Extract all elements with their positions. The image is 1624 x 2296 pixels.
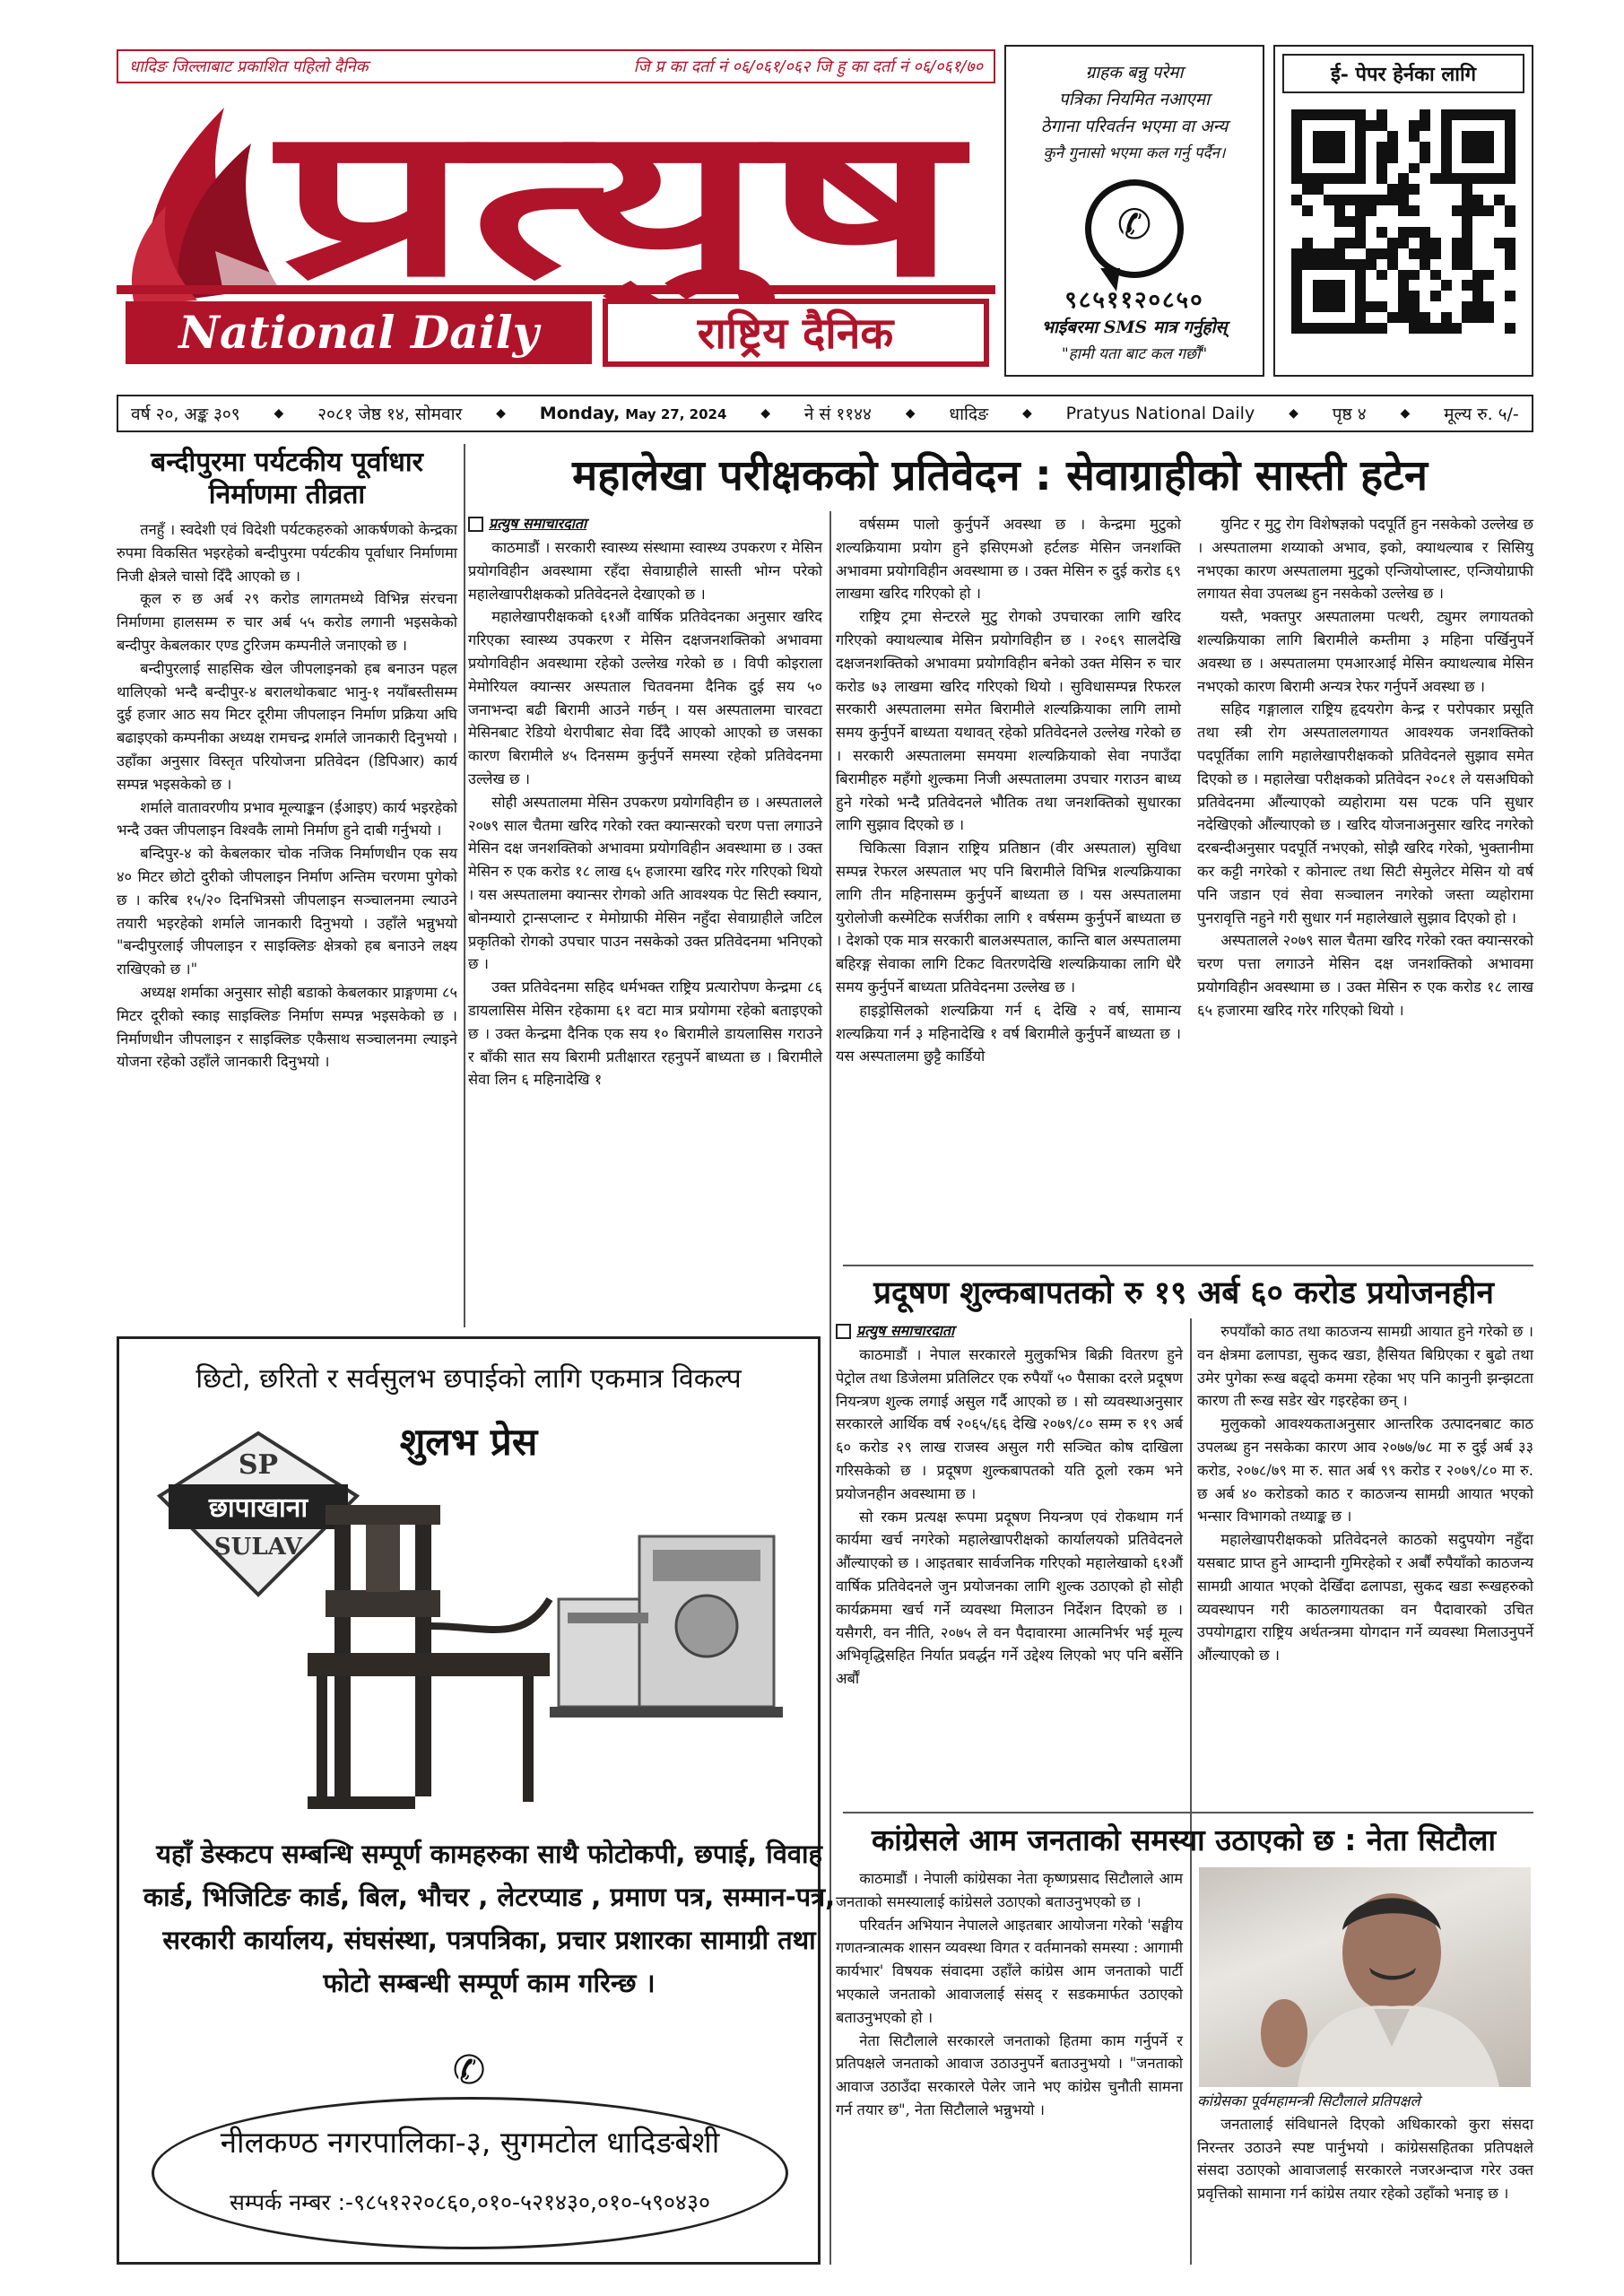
paragraph: नेता सिटौलाले सरकारले जनताको हितमा काम गर्नुपर्ने र प्रतिपक्षले जनताको आवाज उठाउनुपर्ने बताउनुभयो । "जनताको आवाज उठाउँदा सरकारले पेलेर जाने भए कांग्रेस चुनौती सामना गर्न तयार छ", नेता सिटौलाले भन्नुभयो । xyxy=(836,2031,1183,2118)
subscriber-box xyxy=(1004,45,1264,377)
topstrip-left: धादिङ जिल्लाबाट प्रकाशित पहिलो दैनिक xyxy=(129,57,369,76)
subscriber-line: ग्राहक बन्नु परेमा xyxy=(1085,63,1184,83)
epaper-box xyxy=(1273,45,1533,377)
logo-subtitle-text: राष्ट्रिय दैनिक xyxy=(697,309,894,359)
qr-code-icon[interactable] xyxy=(1291,109,1515,334)
paragraph: वर्षसम्म पालो कुर्नुपर्ने अवस्था छ । केन्द्रमा मुटुको शल्यक्रियामा प्रयोग हुने इसिएमओ हर्टलङ मेसिन जनशक्ति अभावमा प्रयोगविहीन अवस्थामा छ । उक्त मेसिन रु दुई करोड ६९ लाखमा खरिद गरिएको हो । xyxy=(836,516,1181,603)
logo-nepali-text: प्रत्युष xyxy=(278,90,694,323)
page-count: पृष्ठ ४ xyxy=(1332,404,1367,424)
issue-place: धादिङ xyxy=(949,404,989,424)
issue-info-bar: वर्ष २०, अङ्क ३०९ ◆ २०८१ जेष्ठ १४, सोमवार ◆ Monday, May 27, 2024 ◆ ने सं ११४४ ◆ धादिङ ◆ Pratyus National Daily ◆ पृष्ठ ४ ◆ मूल्य रु. ५/- xyxy=(117,395,1533,432)
offset-press-image xyxy=(550,1518,792,1725)
advert-contact[interactable]: सम्पर्क नम्बर :-९८५१२२०८६०,०१०-५२१४३०,०१०-५९०४३० xyxy=(229,2189,711,2215)
paragraph: रुपयाँको काठ तथा काठजन्य सामग्री आयात हुने गरेको छ । वन क्षेत्रमा ढलापडा, सुकद खडा, हैसियत बिग्रिएका र बुढो तथा उमेर पुगेका रूख बढ्दो कममा रहेका भए पनि कानुनी झन्झटता कारण ती रूख सडेर खेर गइरहेका छन् । xyxy=(1197,1323,1533,1410)
article-headline: कांग्रेसले आम जनताको समस्या उठाएको छ : नेता सिटौला xyxy=(871,1822,1497,1857)
advert-heading: छिटो, छरितो र सर्वसुलभ छपाईको लागि एकमात्र विकल्प xyxy=(195,1363,742,1395)
viber-number: ९८५११२०८५० xyxy=(1064,287,1204,314)
logo-english-text: National Daily xyxy=(178,306,539,359)
advert-address-oval xyxy=(152,2097,788,2249)
article-pollution-headline-wrap xyxy=(834,1272,1533,1315)
paragraph: सहिद गङ्गालाल राष्ट्रिय हृदयरोग केन्द्र र परोपकार प्रसूति तथा स्त्री रोग अस्पताललगायत आवश्यक जनशक्तिको पदपूर्तिका लागि महालेखापरीक्षकको प्रतिवेदनले सुझाव समेत दिएको छ । महालेखा परीक्षकको प्रतिवेदन २०८१ ले यसअघिको प्रतिवेदनमा औंल्याएको व्यहोरामा यस पटक पनि सुधार नदेखिएको औंल्याएको छ । खरिद योजनाअनुसार खरिद नगरेको दरबन्दीअनुसार पदपूर्ति नभएको, सोझै खरिद गरेको, भुक्तानीमा कर कट्टी नगरेको र कोनाल्ट तथा सिटी सेमुलेटर मेसिन यो वर्ष पनि जडान एवं सेवा सञ्चालन नगरेको जस्ता व्यहोरामा पुनरावृत्ति नहुने गरी सुधार गर्न महालेखाले सुझाव दिएको हो । xyxy=(1197,700,1533,926)
paragraph: राष्ट्रिय ट्रमा सेन्टरले मुटु रोगको उपचारका लागि खरिद गरिएको क्याथल्याब मेसिन प्रयोगविहीन छ । २०६९ सालदेखि दक्षजनशक्तिको अभावमा प्रयोगविहीन बनेको उक्त मेसिन रु चार करोड ७३ लाखमा खरिद गरिएको थियो । सुविधासम्पन्न रिफरल सरकारी अस्पतालमा समेत बिरामीले शल्यक्रियाका लागि लामो समय कुर्नुपर्ने बाध्यता यथावत् रहेको प्रतिवेदनले उल्लेख गरेको छ । सरकारी अस्पतालमा समयमा शल्यक्रियाको सेवा नपाउँदा बिरामीहरु महँगो शुल्कमा निजी अस्पतालमा उपचार गराउन बाध्य हुने गरेको भन्दै प्रतिवेदनले भौतिक तथा जनशक्तिको सुधारका लागि सुझाव दिएको छ । xyxy=(836,608,1181,834)
paper-name: Pratyus National Daily xyxy=(1065,404,1255,423)
article-body xyxy=(1197,1320,1533,1667)
paragraph: काठमाडौं । नेपाली कांग्रेसका नेता कृष्णप्रसाद सिटौलाले आम जनताको समस्यालाई कांग्रेसले उठाएको बताउनुभएको छ । xyxy=(836,1870,1183,1910)
paragraph: महालेखापरीक्षकको ६१औं वार्षिक प्रतिवेदनका अनुसार खरिद गरिएका स्वास्थ्य उपकरण र मेसिन दक्षजनशक्तिको अभावमा प्रयोगविहीन अवस्थामा रहेको उल्लेख गरेको छ । विपी कोइराला मेमोरियल क्यान्सर अस्पताल चितवनमा दैनिक दुई सय ५० जनाभन्दा बढी बिरामी आउने गर्छन् । यस अस्पतालमा चारवटा मेसिनबाट रेडियो थेरापीबाट सेवा दिँदै आएको आएको छ जसका कारण बिरामीले ४५ दिनसम्म कुर्नुपर्ने समस्या रहेको प्रतिवेदनमा उल्लेख छ । xyxy=(468,608,822,787)
advert-services: यहाँ डेस्कटप सम्बन्धि सम्पूर्ण कामहरुका साथै फोटोकपी, छपाई, विवाह कार्ड, भिजिटिङ कार्ड, बिल, भौचर , लेटरप्याड , प्रमाण पत्र, सम्मान-पत्र, सरकारी कार्यालय, संघसंस्था, पत्रपत्रिका, प्रचार प्रशारका सामाग्री तथा फोटो सम्बन्धी सम्पूर्ण काम गरिन्छ । xyxy=(143,1839,836,1998)
photo-caption: कांग्रेसका पूर्वमहामन्त्री सिटौलाले प्रतिपक्षले xyxy=(1197,2092,1420,2109)
paragraph: परिवर्तन अभियान नेपालले आइतबार आयोजना गरेको 'सङ्घीय गणतन्त्रात्मक शासन व्यवस्था विगत र वर्तमानको समस्या : आगामी कार्यभार' विषयक संवादमा उहाँले कांग्रेस आम जनताको पार्टी भएकाले जनताको आवाजलाई संसद् र सडकमार्फत उठाएको बताउनुभएको हो । xyxy=(836,1916,1183,2026)
article-body xyxy=(468,536,822,1091)
article-body xyxy=(1197,513,1533,1022)
issue-date-english: Monday, May 27, 2024 xyxy=(539,404,727,423)
paragraph: हाइड्रोसिलको शल्यक्रिया गर्न ६ देखि २ वर्ष, सामान्य शल्यक्रिया गर्न ३ महिनादेखि १ वर्ष बिरामीले कुर्नुपर्ने बाध्यता छ । यस अस्पतालमा छुट्टै कार्डियो xyxy=(836,1001,1181,1065)
paragraph: अध्यक्ष शर्माका अनुसार सोही बडाको केबलकार प्राङ्गणमा ८५ मिटर दूरीको स्काइ साइक्लिङ निर्माण सम्पन्न भइसकेको छ । निर्माणधीन जीपलाइन र साइक्लिङ एकैसाथ सञ्चालनमा ल्याइने योजना रहेको उहाँले जानकारी दिनुभयो । xyxy=(117,983,457,1071)
offset-press-icon xyxy=(550,1518,792,1725)
paragraph: काठमाडौं । नेपाल सरकारले मुलुकभित्र बिक्री वितरण हुने पेट्रोल तथा डिजेलमा प्रतिलिटर एक रुपैयाँ ५० पैसाका दरले प्रदूषण नियन्त्रण शुल्क लगाई असुल गर्दै आएको छ । सो व्यवस्थाअनुसार सरकारले आर्थिक वर्ष २०६५/६६ देखि २०७९/८० सम्म रु १९ अर्ब ६० करोड २९ लाख राजस्व असुल गरी सञ्चित कोष दाखिला गरिसकेको छ । प्रदूषण शुल्कबापतको यति ठूलो रकम भने प्रयोजनहीन अवस्थामा छ । xyxy=(836,1346,1183,1502)
subscriber-line: पत्रिका नियमित नआएमा xyxy=(1058,90,1211,109)
portrait-icon xyxy=(1199,1867,1531,2087)
topstrip-right: जि प्र का दर्ता नं ०६/०६१/०६२ जि हु का दर्ता नं ०६/०६१/७० xyxy=(633,57,983,76)
column-rule xyxy=(1190,1318,1192,2265)
paragraph: यस्तै, भक्तपुर अस्पतालमा पत्थरी, ट्युमर लगायतको शल्यक्रियाका लागि बिरामीले कम्तीमा ३ महिना पर्खिनुपर्ने अवस्था छ । अस्पतालमा एमआरआई मेसिन क्याथल्याब मेसिन नभएको कारण बिरामी अन्यत्र रेफर गर्नुपर्ने अवस्था छ । xyxy=(1197,608,1533,695)
hand-press-icon xyxy=(281,1492,559,1823)
issue-volume: वर्ष २०, अङ्क ३०९ xyxy=(131,404,240,424)
article-body xyxy=(836,513,1181,1068)
epaper-label: ई- पेपर हेर्नका लागि xyxy=(1282,54,1524,93)
paragraph: सो रकम प्रत्यक्ष रूपमा प्रदूषण नियन्त्रण एवं रोकथाम गर्न कार्यमा खर्च नगरेको महालेखापरीक्षको कार्यालयको प्रतिवेदनले औंल्याएको छ । आइतबार सार्वजनिक गरिएको महालेखाको ६१औं वार्षिक प्रतिवेदनले जुन प्रयोजनका लागि शुल्क उठाएको हो सोही कार्यक्रममा खर्च गर्ने व्यवस्था मिलाउन निर्देशन दिएको छ । यसैगरी, वन नीति, २०७५ ले वन पैदावारमा आत्मनिर्भर भई मूल्य अभिवृद्धिसहित निर्यात प्रवर्द्धन गर्ने उद्देश्य लिएको भए पनि बर्सेनि अर्बौं xyxy=(836,1508,1183,1688)
paragraph: अस्पतालले २०७९ साल चैतमा खरिद गरेको रक्त क्यान्सरको चरण पत्ता लगाउने मेसिन दक्ष जनशक्तिको अभावमा प्रयोगविहीन अवस्थामा छ । उक्त मेसिन रु एक करोड १८ लाख ६५ हजारमा खरिद गरेर गरिएको थियो । xyxy=(1197,932,1533,1019)
article-headline: प्रदूषण शुल्कबापतको रु १९ अर्ब ६० करोड प्रयोजनहीन xyxy=(873,1275,1494,1311)
paragraph: युनिट र मुटु रोग विशेषज्ञको पदपूर्ति हुन नसकेको उल्लेख छ । अस्पतालमा शय्याको अभाव, इको, क्याथल्याब र सिसियु नभएका कारण अस्पतालमा मुटुको एन्जियोप्लास्ट, एन्जियोग्राफी लगायत सेवा उपलब्ध हुन नसकेको उल्लेख छ । xyxy=(1197,516,1533,603)
paragraph: सोही अस्पतालमा मेसिन उपकरण प्रयोगविहीन छ । अस्पतालले २०७९ साल चैतमा खरिद गरेको रक्त क्यान्सरको चरण पत्ता लगाउने मेसिन दक्ष जनशक्तिको अभावमा प्रयोगविहीन अवस्थामा छ । उक्त मेसिन रु एक करोड १८ लाख ६५ हजारमा खरिद गरेर गरिएको थियो । यस अस्पतालमा क्यान्सर रोगको अति आवश्यक पेट सिटी स्क्यान, बोनम्यारो ट्रान्सप्लान्ट र मेमोग्राफी मेसिन नहुँदा सेवाग्राहीले जटिल प्रकृतिको रोगको उपचार पाउन नसकेको उक्त प्रतिवेदनमा भनिएको छ । xyxy=(468,793,822,973)
section-rule xyxy=(843,1812,1533,1813)
paragraph: मुलुकको आवश्यकताअनुसार आन्तरिक उत्पादनबाट काठ उपलब्ध हुन नसकेका कारण आव २०७७/७८ मा रु दुई अर्ब ३३ करोड, २०७८/७९ मा रु. सात अर्ब ९९ करोड र २०७९/८० मा रु. छ अर्ब ४० करोडको काठ र काठजन्य सामग्री आयात भएको भन्सार विभागको तथ्याङ्क छ । xyxy=(1197,1415,1533,1526)
byline: प्रत्युष समाचारदाता xyxy=(836,1320,1183,1340)
article-audit-col3 xyxy=(1197,513,1533,1022)
issue-date-nepali: २०८१ जेष्ठ १४, सोमवार xyxy=(317,404,463,424)
article-bandipur xyxy=(117,447,457,1074)
paragraph: काठमाडौं । सरकारी स्वास्थ्य संस्थामा स्वास्थ्य उपकरण र मेसिन प्रयोगविहीन अवस्थामा रहँदा सेवाग्राहीले सास्ती भोग्न परेको महालेखापरीक्षकको प्रतिवेदनले देखाएको छ । xyxy=(468,539,822,603)
svg-text:SULAV: SULAV xyxy=(213,1534,303,1561)
nepal-sambat: ने सं ११४४ xyxy=(803,404,872,424)
article-pollution-col1 xyxy=(836,1320,1183,1691)
article-body xyxy=(836,1344,1183,1691)
article-congress-col2 xyxy=(1197,2090,1533,2205)
paragraph: शर्माले वातावरणीय प्रभाव मूल्याङ्कन (ईआइए) कार्य भइरहेको भन्दै उक्त जीपलाइन विश्वकै लामो निर्माण हुने दाबी गर्नुभयो । xyxy=(117,798,457,839)
article-headline: बन्दीपुरमा पर्यटकीय पूर्वाधार निर्माणमा तीव्रता xyxy=(151,447,423,510)
article-congress-headline-wrap xyxy=(834,1819,1533,1862)
paragraph: महालेखापरीक्षकको प्रतिवेदनले काठको सदुपयोग नहुँदा यसबाट प्राप्त हुने आम्दानी गुमिरहेको र अर्बौं रुपैयाँको काठजन्य सामग्री आयात भएको देखिँदा ढलापडा, सुकद खडा रूखहरुको व्यवस्थापन गरी काठलगायतका वन पैदावारको उचित उपयोगद्वारा राष्ट्रिय अर्थतन्त्रमा योगदान गर्ने व्यवस्था मिलाउनुपर्ने औंल्याएको छ । xyxy=(1197,1531,1533,1665)
article-audit-col1 xyxy=(468,513,822,1091)
issue-price: मूल्य रु. ५/- xyxy=(1444,404,1519,424)
article-headline: महालेखा परीक्षकको प्रतिवेदन : सेवाग्राहीको सास्ती हटेन xyxy=(572,451,1428,500)
subscriber-line: कुनै गुनासो भएमा कल गर्नु पर्दैन। xyxy=(1043,144,1226,162)
column-rule xyxy=(464,444,465,1327)
politician-photo xyxy=(1199,1867,1531,2087)
advert-address: नीलकण्ठ नगरपालिका-३, सुगमटोल धादिङबेशी xyxy=(220,2125,720,2160)
paragraph: तनहुँ । स्वदेशी एवं विदेशी पर्यटकहरुको आकर्षणको केन्द्रका रुपमा विकसित भइरहेको बन्दीपुरमा पर्यटकीय पूर्वाधार निर्माणमा निजी क्षेत्रले चासो दिँदै आएको छ । xyxy=(117,521,457,585)
paragraph: कूल रु छ अर्ब २९ करोड लागतमध्ये विभिन्न संरचना निर्माणमा हालसम्म रु चार अर्ब ५५ करोड लगानी भइसकेको बन्दीपुर केबलकार एण्ड टुरिजम कम्पनीले जनाएको छ । xyxy=(117,590,457,654)
article-body xyxy=(836,1867,1183,2122)
article-audit-col2 xyxy=(836,513,1181,1068)
svg-text:SP: SP xyxy=(238,1449,279,1481)
printing-press-advert xyxy=(117,1336,836,2265)
masthead-logo xyxy=(117,90,995,377)
article-audit-headline-wrap xyxy=(466,446,1533,507)
phone-icon: ✆ xyxy=(452,2048,486,2093)
paragraph: बन्दिपुर-४ को केबलकार चोक नजिक निर्माणधीन एक सय ४० मिटर छोटो दुरीको जीपलाइन निर्माण अन्तिम चरणमा पुगेको छ । करिब १५/२० दिनभित्रसो जीपलाइन सञ्चालनमा ल्याउने तयारी भइरहेको शर्माले जानकारी दिनुभयो । उहाँले भन्नुभयो "बन्दीपुरलाई जीपलाइन र साइक्लिङ क्षेत्रको हब बनाउने लक्ष्य राखिएको छ ।" xyxy=(117,845,457,978)
byline: प्रत्युष समाचारदाता xyxy=(468,513,822,533)
subscriber-line: ठेगाना परिवर्तन भएमा वा अन्य xyxy=(1040,117,1229,136)
paragraph: चिकित्सा विज्ञान राष्ट्रिय प्रतिष्ठान (वीर अस्पताल) सुविधा सम्पन्न रेफरल अस्पताल भए पनि बिरामीले विभिन्न शल्यक्रियाका लागि तीन महिनासम्म कुर्नुपर्ने बाध्यता छ । यस अस्पतालमा युरोलोजी कस्मेटिक सर्जरीका लागि १ वर्षसम्म कुर्नुपर्ने बाध्यता छ । देशको एक मात्र सरकारी बालअस्पताल, कान्ति बाल अस्पतालमा बहिरङ्ग सेवाका लागि टिकट वितरणदेखि शल्यक्रियाका लागि धेरै समय कुर्नुपर्ने बाध्यता प्रतिवेदनमा उल्लेख छ । xyxy=(836,839,1181,996)
article-congress-col1 xyxy=(836,1867,1183,2122)
advert-title: शुलभ प्रेस xyxy=(399,1420,538,1464)
paragraph: जनतालाई संविधानले दिएको अधिकारको कुरा संसदा निरन्तर उठाउने स्पष्ट पार्नुभयो । कांग्रेससहितका प्रतिपक्षले संसदा उठाएको आवाजलाई सरकारले नजरअन्दाज गरेर उक्त प्रवृत्तिको सामाना गर्न कांग्रेस तयार रहेको उहाँको भनाइ छ । xyxy=(1197,2115,1533,2203)
viber-sms-note: भाईबरमा SMS मात्र गर्नुहोस् xyxy=(1041,317,1228,337)
viber-slogan: "हामी यता बाट कल गर्छौं" xyxy=(1061,345,1208,363)
viber-icon: ✆ xyxy=(1085,179,1184,278)
article-body xyxy=(117,518,457,1074)
article-body xyxy=(1197,2113,1533,2205)
paragraph: उक्त प्रतिवेदनमा सहिद धर्मभक्त राष्ट्रिय प्रत्यारोपण केन्द्रमा ८६ डायलासिस मेसिन रहेकामा ६१ वटा मात्र प्रयोगमा रहेको बताइएको छ । उक्त केन्द्रमा दैनिक एक सय १० बिरामीले डायलासिस गराउने र बाँकी सात सय बिरामी प्रतीक्षारत रहनुपर्ने बाध्यता छ । बिरामीले सेवा लिन ६ महिनादेखि १ xyxy=(468,978,822,1089)
logo-graphic xyxy=(117,90,995,377)
masthead-topstrip xyxy=(117,49,995,83)
svg-text:छापाखाना: छापाखाना xyxy=(208,1492,308,1524)
section-rule xyxy=(843,1265,1533,1266)
hand-press-image xyxy=(281,1492,559,1823)
article-pollution-col2 xyxy=(1197,1320,1533,1667)
paragraph: बन्दीपुरलाई साहसिक खेल जीपलाइनको हब बनाउन पहल थालिएको भन्दै बन्दीपुर-४ बरालथोकबाट भानु-१ नयाँबस्तीसम्म दुई हजार आठ सय मिटर दूरीमा जीपलाइन निर्माण प्रक्रिया अघि बढाइएको कम्पनीका अध्यक्ष रामचन्द्र शर्माले जानकारी दिनुभयो । उहाँका अनुसार विस्तृत परियोजना प्रतिवेदन (डिपिआर) कार्य सम्पन्न भइसकेको छ । xyxy=(117,659,457,793)
